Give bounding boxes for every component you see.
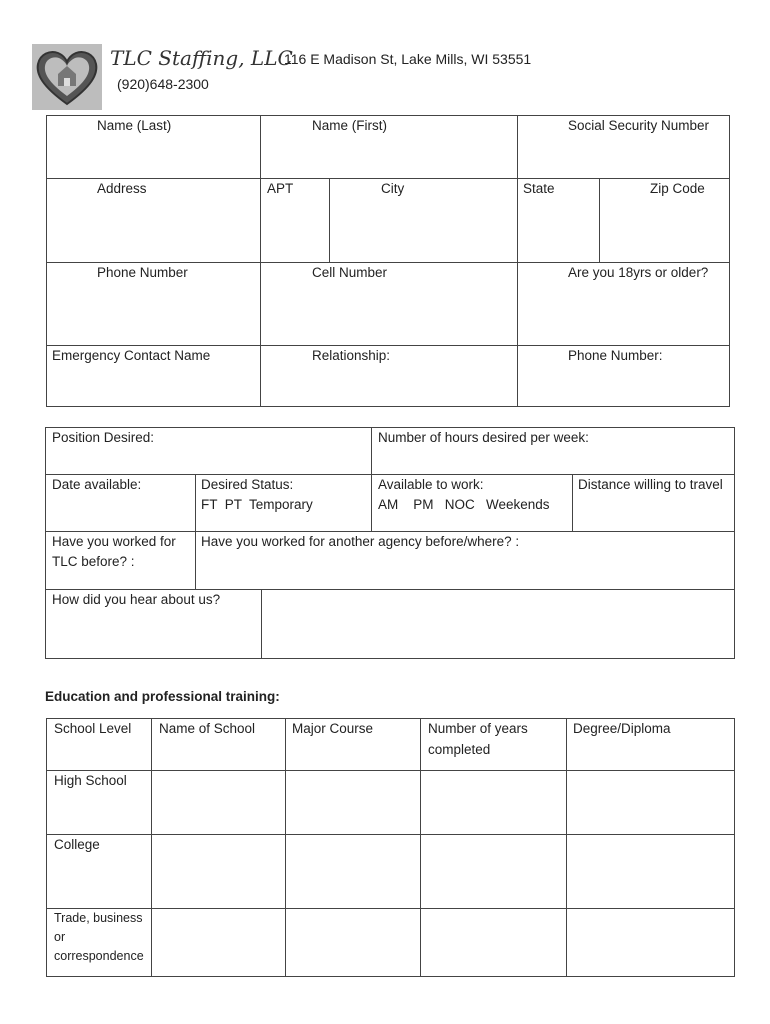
relationship-field[interactable]: Relationship: <box>312 348 391 363</box>
city-field[interactable]: City <box>381 181 405 196</box>
available-to-work-label: Available to work: <box>378 477 484 492</box>
desired-status-options[interactable]: FT PT Temporary <box>201 497 313 512</box>
zip-field[interactable]: Zip Code <box>650 181 705 196</box>
emergency-contact-field[interactable]: Emergency Contact Name <box>52 348 211 363</box>
row-trade-line1: Trade, business <box>54 911 143 925</box>
position-desired-field[interactable]: Position Desired: <box>52 430 155 445</box>
company-logo <box>32 44 102 110</box>
worked-tlc-line1: Have you worked for <box>52 534 176 549</box>
header-degree: Degree/Diploma <box>573 721 671 736</box>
heart-house-logo-icon <box>32 44 102 110</box>
other-agency-field[interactable]: Have you worked for another agency before/where? : <box>201 534 520 549</box>
distance-field[interactable]: Distance willing to travel <box>578 477 723 492</box>
emergency-phone-field[interactable]: Phone Number: <box>568 348 663 363</box>
row-trade-line2: or <box>54 930 66 944</box>
name-first-field[interactable]: Name (First) <box>312 118 387 133</box>
header-years-line1: Number of years <box>428 721 528 736</box>
cell-field[interactable]: Cell Number <box>312 265 388 280</box>
company-phone: (920)648-2300 <box>117 76 209 92</box>
age-question-field[interactable]: Are you 18yrs or older? <box>568 265 709 280</box>
name-last-field[interactable]: Name (Last) <box>97 118 172 133</box>
header-name-of-school: Name of School <box>159 721 256 736</box>
desired-status-label: Desired Status: <box>201 477 294 492</box>
row-college: College <box>54 837 100 852</box>
phone-field[interactable]: Phone Number <box>97 265 188 280</box>
education-section-title: Education and professional training: <box>45 689 280 704</box>
row-high-school: High School <box>54 773 127 788</box>
state-field[interactable]: State <box>523 181 555 196</box>
hours-per-week-field[interactable]: Number of hours desired per week: <box>378 430 589 445</box>
company-name: TLC Staffing, LLC <box>110 46 293 70</box>
company-address: 116 E Madison St, Lake Mills, WI 53551 <box>284 51 532 67</box>
address-field[interactable]: Address <box>97 181 147 196</box>
available-to-work-options[interactable]: AM PM NOC Weekends <box>378 497 550 512</box>
header-major-course: Major Course <box>292 721 374 736</box>
header-school-level: School Level <box>54 721 132 736</box>
ssn-field[interactable]: Social Security Number <box>568 118 710 133</box>
hear-about-us-field[interactable]: How did you hear about us? <box>52 592 221 607</box>
worked-tlc-line2[interactable]: TLC before? : <box>52 554 135 569</box>
apt-field[interactable]: APT <box>267 181 294 196</box>
header-years-line2: completed <box>428 742 491 757</box>
row-trade-line3: correspondence <box>54 949 144 963</box>
date-available-field[interactable]: Date available: <box>52 477 142 492</box>
